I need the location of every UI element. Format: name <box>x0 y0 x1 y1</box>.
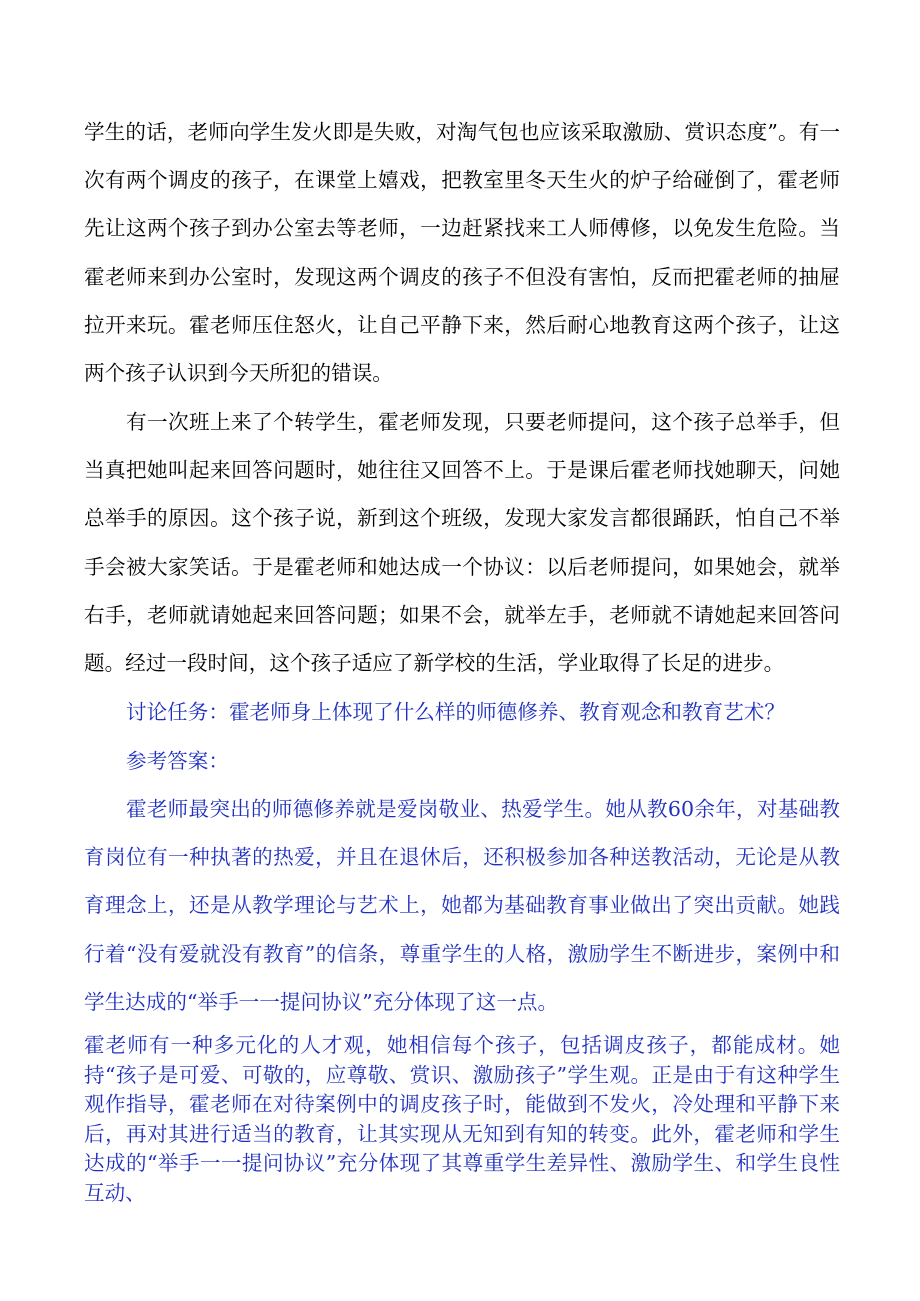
discussion-task: 讨论任务：霍老师身上体现了什么样的师德修养、教育观念和教育艺术？ <box>126 700 785 724</box>
case-paragraph-stove: 学生的话，老师向学生发火即是失败，对淘气包也应该采取激励、赏识态度”。有一次有两个调皮的孩子，在课堂上嬉戏，把教室里冬天生火的炉子给碰倒了，霍老师先让这两个孩子到办公室去等老师，一边赶紧找来工人师傅修，以免发生危险。当霍老师来到办公室时，发现这两个调皮的孩子不但没有害怕，反而把霍老师的抽屉拉开来玩。霍老师压住怒火，让自己平静下来，然后耐心地教育这两个孩子，让这两个孩子认识到今天所犯的错误。 <box>84 120 840 386</box>
reference-answer-heading: 参考答案： <box>126 749 229 773</box>
answer-paragraph-ethics: 霍老师最突出的师德修养就是爱岗敬业、热爱学生。她从教60余年，对基础教育岗位有一种执著的热爱，并且在退休后，还积极参加各种送教活动，无论是从教育理念上，还是从教学理论与艺术上，她都为基础教育事业做出了突出贡献。她践行着“没有爱就没有教育”的信条，尊重学生的人格，激励学生不断进步，案例中和学生达成的“举手一一提问协议”充分体现了这一点。 <box>84 797 840 1014</box>
answer-paragraph-talent-view: 霍老师有一种多元化的人才观，她相信每个孩子，包括调皮孩子，都能成材。她持“孩子是可爱、可敬的，应尊敬、赏识、激励孩子”学生观。正是由于有这种学生观作指导，霍老师在对待案例中的调皮孩子时，能做到不发火，冷处理和平静下来后，再对其进行适当的教育，让其实现从无知到有知的转变。此外，霍老师和学生达成的“举手一一提问协议”充分体现了其尊重学生差异性、激励学生、和学生良性互动、 <box>84 1033 840 1205</box>
case-paragraph-transfer-student: 有一次班上来了个转学生，霍老师发现，只要老师提问，这个孩子总举手，但当真把她叫起来回答问题时，她往往又回答不上。于是课后霍老师找她聊天，问她总举手的原因。这个孩子说，新到这个班级，发现大家发言都很踊跃，怕自己不举手会被大家笑话。于是霍老师和她达成一个协议：以后老师提问，如果她会，就举右手，老师就请她起来回答问题；如果不会，就举左手，老师就不请她起来回答问题。经过一段时间，这个孩子适应了新学校的生活，学业取得了长足的进步。 <box>84 410 840 676</box>
